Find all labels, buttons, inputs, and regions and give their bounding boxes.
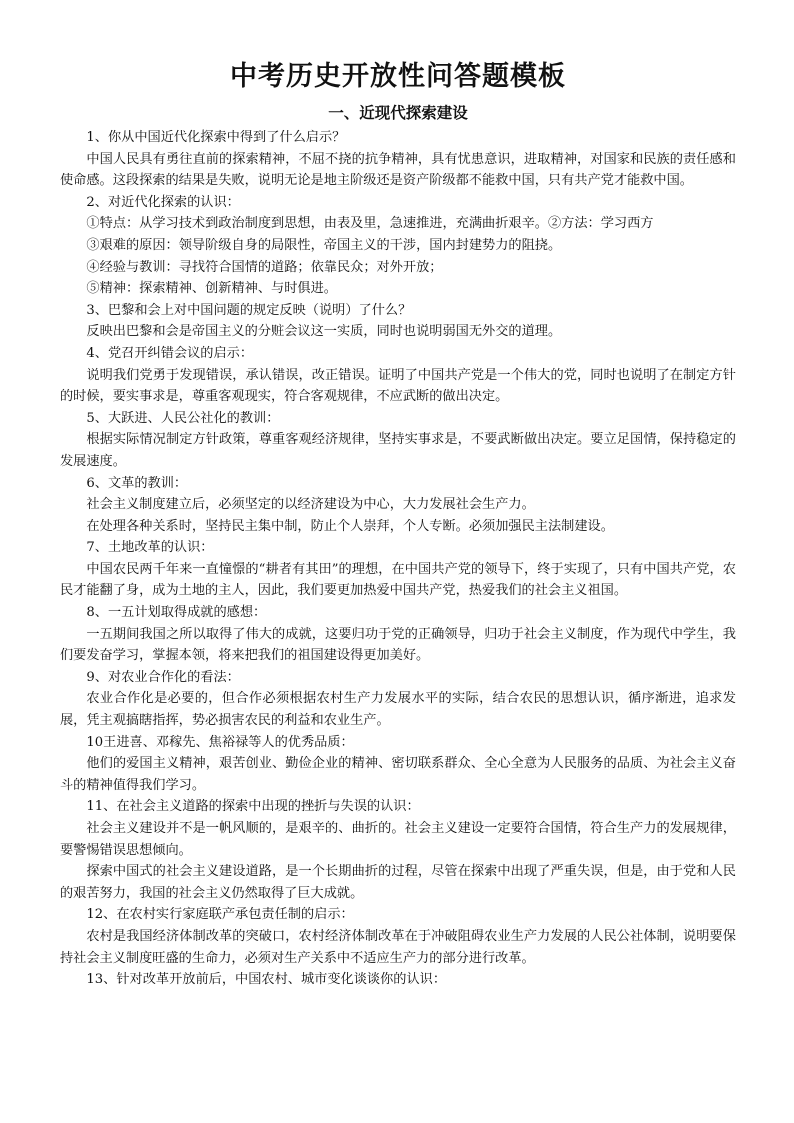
answer-paragraph: 中国人民具有勇往直前的探索精神，不屈不挠的抗争精神，具有忧患意识，进取精神，对国家和民族的责任感和使命感。这段探索的结果是失败，说明无论是地主阶级还是资产阶级都不能救中国，只有共产党才能救中国。 (60, 151, 736, 189)
answer-paragraph: 一五期间我国之所以取得了伟大的成就，这要归功于党的正确领导，归功于社会主义制度，作为现代中学生，我们要发奋学习，掌握本领，将来把我们的祖国建设得更加美好。 (60, 626, 736, 664)
question-4: 4、党召开纠错会议的启示： (86, 345, 254, 361)
answer-paragraph: 反映出巴黎和会是帝国主义的分赃会议这一实质，同时也说明弱国无外交的道理。 (86, 324, 562, 340)
question-5: 5、大跃进、人民公社化的教训： (86, 410, 280, 426)
question-12: 12、在农村实行家庭联产承包责任制的启示： (86, 907, 354, 923)
document-page (60, 60, 736, 991)
question-3: 3、巴黎和会上对中国问题的规定反映（说明）了什么？ (86, 302, 412, 318)
answer-paragraph: ④经验与教训：寻找符合国情的道路；依靠民众；对外开放； (86, 259, 443, 275)
answer-paragraph: 社会主义制度建立后，必须坚定的以经济建设为中心，大力发展社会生产力。 (86, 497, 535, 513)
question-11: 11、在社会主义道路的探索中出现的挫折与失误的认识： (86, 799, 420, 815)
answer-paragraph: ③艰难的原因：领导阶级自身的局限性，帝国主义的干涉，国内封建势力的阻挠。 (86, 237, 562, 253)
section-heading: 一、近现代探索建设 (328, 103, 468, 122)
answer-paragraph: 说明我们党勇于发现错误，承认错误，改正错误。证明了中国共产党是一个伟大的党，同时也说明了在制定方针的时候，要实事求是，尊重客观现实，符合客观规律，不应武断的做出决定。 (60, 367, 736, 405)
answer-paragraph: 探索中国式的社会主义建设道路，是一个长期曲折的过程，尽管在探索中出现了严重失误，但是，由于党和人民的艰苦努力，我国的社会主义仍然取得了巨大成就。 (60, 864, 736, 901)
question-6: 6、文革的教训： (86, 475, 188, 491)
question-9: 9、对农业合作化的看法： (86, 669, 240, 685)
question-10: 10王进喜、邓稼先、焦裕禄等人的优秀品质： (86, 734, 354, 750)
answer-paragraph: ⑤精神：探索精神、创新精神、与时俱进。 (86, 281, 337, 297)
answer-paragraph: 农村是我国经济体制改革的突破口，农村经济体制改革在于冲破阻碍农业生产力发展的人民公社体制，说明要保持社会主义制度旺盛的生命力，必须对生产关系中不适应生产力的部分进行改革。 (60, 928, 736, 966)
answer-paragraph: 农业合作化是必要的，但合作必须根据农村生产力发展水平的实际，结合农民的思想认识，循序渐进，追求发展，凭主观搞瞎指挥，势必损害农民的利益和农业生产。 (60, 691, 736, 729)
document-title: 中考历史开放性问答题模板 (230, 61, 566, 92)
answer-paragraph: ①特点：从学习技术到政治制度到思想，由表及里，急速推进，充满曲折艰辛。②方法：学习西方 (86, 216, 654, 232)
question-7: 7、土地改革的认识： (86, 540, 214, 556)
question-1: 1、你从中国近代化探索中得到了什么启示？ (86, 130, 346, 145)
answer-paragraph: 他们的爱国主义精神，艰苦创业、勤俭企业的精神、密切联系群众、全心全意为人民服务的品质、为社会主义奋斗的精神值得我们学习。 (60, 756, 736, 793)
question-13: 13、针对改革开放前后，中国农村、城市变化谈谈你的认识： (86, 972, 447, 988)
answer-paragraph: 社会主义建设并不是一帆风顺的，是艰辛的、曲折的。社会主义建设一定要符合国情，符合生产力的发展规律，要警惕错误思想倾向。 (60, 821, 736, 858)
question-8: 8、一五计划取得成就的感想： (86, 605, 267, 621)
answer-paragraph: 中国农民两千年来一直憧憬的“耕者有其田”的理想，在中国共产党的领导下，终于实现了，只有中国共产党，农民才能翻了身，成为土地的主人，因此，我们要更加热爱中国共产党，热爱我们的社会主义祖国。 (60, 561, 736, 599)
answer-paragraph: 根据实际情况制定方针政策，尊重客观经济规律，坚持实事求是，不要武断做出决定。要立足国情，保持稳定的发展速度。 (60, 432, 736, 469)
question-2: 2、对近代化探索的认识： (86, 194, 240, 210)
answer-paragraph: 在处理各种关系时，坚持民主集中制，防止个人崇拜，个人专断。必须加强民主法制建设。 (86, 518, 614, 534)
document-body (60, 127, 736, 991)
